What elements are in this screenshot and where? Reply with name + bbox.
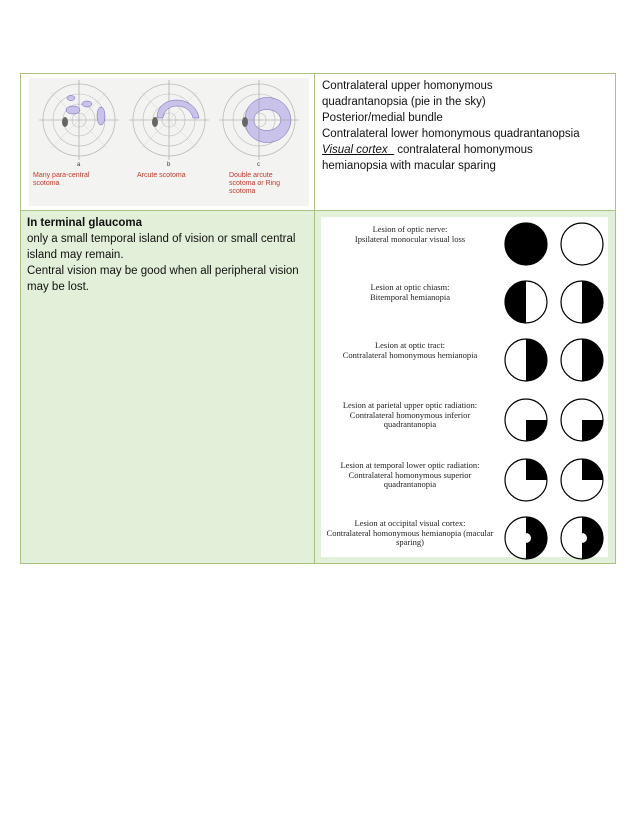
lesion-description: Contralateral homonymous hemianopia (macular sparing) <box>326 527 494 547</box>
visual-field-figure <box>29 78 309 206</box>
left-eye-circle <box>503 279 549 325</box>
field-letter-b: b <box>167 162 171 168</box>
left-eye-field <box>503 457 549 508</box>
notes-line-6: hemianopsia with macular sparing <box>322 160 496 172</box>
lesion-description: Contralateral homonymous superior quadrantanopia <box>348 469 472 489</box>
lesion-title: Lesion at parietal upper optic radiation: <box>342 400 478 410</box>
glaucoma-heading: In terminal glaucoma <box>27 217 143 229</box>
field-letter-a: a <box>77 162 81 168</box>
right-eye-circle <box>559 397 605 443</box>
visual-field-b <box>129 80 209 160</box>
notes-line-5-rest: contralateral homonymous <box>394 144 533 156</box>
lesion-label <box>323 341 497 360</box>
lesion-description: Bitemporal hemianopia <box>369 291 451 302</box>
content-table <box>20 73 616 564</box>
caption-field-c: Double arcute scotoma or Ring scotoma <box>229 172 280 195</box>
left-eye-circle <box>503 337 549 383</box>
left-eye-circle <box>503 397 549 443</box>
right-eye-field <box>559 397 605 448</box>
left-eye-field <box>503 337 549 388</box>
right-eye-circle <box>559 221 605 267</box>
visual-field-cell <box>21 74 315 211</box>
field-letter-c: c <box>257 162 260 168</box>
notes-line-4: Contralateral lower homonymous quadrantanopsia <box>322 128 580 140</box>
visual-field-a <box>39 80 119 160</box>
lesion-row <box>321 337 608 387</box>
lesion-label <box>323 519 497 548</box>
left-eye-circle <box>503 221 549 267</box>
right-eye-circle <box>559 337 605 383</box>
lesion-row <box>321 515 608 565</box>
notes-line-3: Posterior/medial bundle <box>322 112 443 124</box>
lesion-title: Lesion at occipital visual cortex: <box>354 518 466 528</box>
glaucoma-cell <box>21 211 315 563</box>
lesion-description: Contralateral homonymous inferior quadrantanopia <box>349 409 471 429</box>
notes-line-1: Contralateral upper homonymous <box>322 80 493 92</box>
caption-field-a: Many para-central scotoma <box>33 172 90 187</box>
visual-cortex-term: Visual cortex_ <box>322 144 395 156</box>
glaucoma-para-2: Central vision may be good when all peripheral vision may be lost. <box>27 265 299 293</box>
lesion-notes-cell <box>315 74 615 211</box>
left-eye-field <box>503 397 549 448</box>
lesion-title: Lesion at temporal lower optic radiation: <box>340 460 480 470</box>
lesion-row <box>321 457 608 507</box>
left-eye-field <box>503 279 549 330</box>
notes-line-2: quadrantanopsia (pie in the sky) <box>322 96 486 108</box>
glaucoma-para-1: only a small temporal island of vision or small central island may remain. <box>27 233 296 261</box>
visual-field-c <box>219 80 299 160</box>
left-eye-field <box>503 515 549 566</box>
left-eye-circle <box>503 515 549 561</box>
right-eye-field <box>559 279 605 330</box>
lesion-label <box>323 401 497 430</box>
lesion-notes <box>322 78 612 174</box>
glaucoma-text <box>27 215 311 295</box>
right-eye-circle <box>559 279 605 325</box>
left-eye-circle <box>503 457 549 503</box>
lesion-diagram-cell <box>315 211 615 563</box>
lesion-title: Lesion at optic chiasm: <box>370 282 450 292</box>
lesion-title: Lesion of optic nerve: <box>372 224 448 234</box>
right-eye-field <box>559 515 605 566</box>
lesion-row <box>321 221 608 271</box>
right-eye-circle <box>559 457 605 503</box>
lesion-label <box>323 283 497 302</box>
right-eye-field <box>559 457 605 508</box>
right-eye-field <box>559 221 605 272</box>
lesion-diagram <box>321 217 608 557</box>
notes-line-5 <box>322 142 612 158</box>
lesion-label <box>323 461 497 490</box>
lesion-row <box>321 279 608 329</box>
lesion-label <box>323 225 497 244</box>
lesion-description: Contralateral homonymous hemianopia <box>342 349 478 360</box>
lesion-description: Ipsilateral monocular visual loss <box>354 233 466 244</box>
right-eye-field <box>559 337 605 388</box>
lesion-row <box>321 397 608 447</box>
caption-field-b: Arcute scotoma <box>137 172 186 179</box>
right-eye-circle <box>559 515 605 561</box>
lesion-title: Lesion at optic tract: <box>374 340 446 350</box>
left-eye-field <box>503 221 549 272</box>
